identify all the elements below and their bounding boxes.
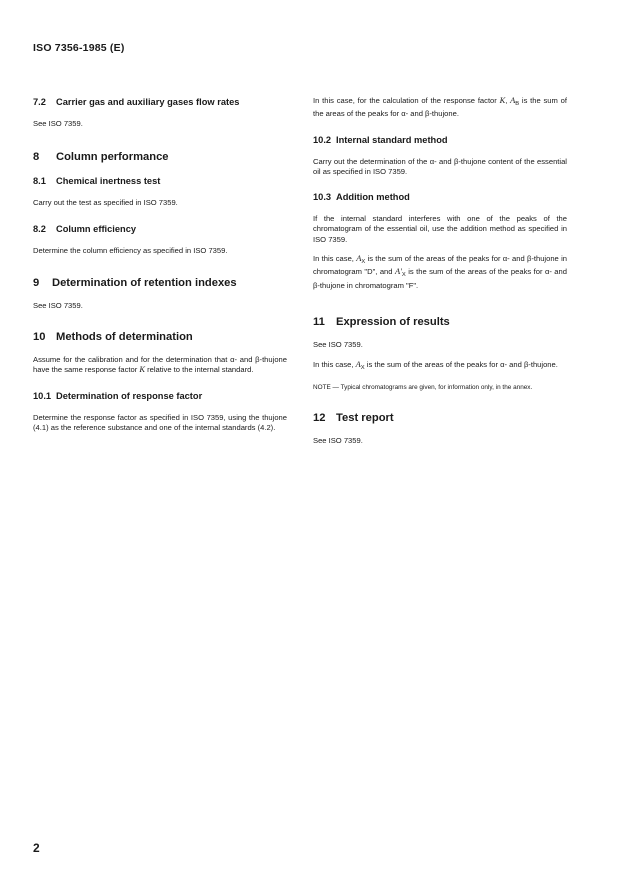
section-11-body: See ISO 7359. [313, 339, 363, 349]
section-12-body: See ISO 7359. [313, 435, 363, 445]
section-8-2-body: Determine the column efficiency as specified in ISO 7359. [33, 245, 228, 255]
section-8-1-body: Carry out the test as specified in ISO 7359. [33, 198, 178, 208]
section-11-note: NOTE — Typical chromatograms are given, for information only, in the annex. [313, 383, 533, 391]
section-10-heading: 10 Methods of determination [33, 331, 193, 344]
section-10-2-heading: 10.2 Internal standard method [313, 134, 448, 145]
section-10-2-body: Carry out the determination of the α- and β-thujone content of the essential oil as specified in ISO 7359. [313, 156, 567, 176]
page-number: 2 [33, 841, 40, 855]
right-column [313, 96, 567, 446]
section-9-body: See ISO 7359. [33, 300, 83, 310]
section-7-2-heading: 7.2 Carrier gas and auxiliary gases flow rates [33, 97, 240, 107]
section-10-1-body: Determine the response factor as specified in ISO 7359, using the thujone (4.1) as the reference substance and one of the internal standards (4.2). [33, 412, 287, 433]
section-10-3-case-body: In this case, $A_X$ is the sum of the areas of the peaks for α- and β-thujone in chromatogram "D", and $A'_X$ is the sum of the areas of the peaks for α- and β-thujone in chromatogram "F". [313, 254, 567, 290]
response-factor-continuation: In this case, for the calculation of the response factor K, $A_B$ is the sum of the areas of the peaks for α- and β-thujone. [313, 96, 567, 119]
section-10-3-body: If the internal standard interferes with one of the peaks of the chromatogram of the essential oil, use the addition method as specified in ISO 7359. [313, 214, 567, 244]
section-8-heading: 8 Column performance [33, 151, 169, 164]
section-7-2-body: See ISO 7359. [33, 119, 83, 128]
section-9-heading: 9 Determination of retention indexes [33, 276, 237, 289]
section-10-3-heading: 10.3 Addition method [313, 192, 410, 203]
section-11-case-body: In this case, $A_X$ is the sum of the areas of the peaks for α- and β-thujone. [313, 360, 558, 372]
section-10-body: Assume for the calibration and for the determination that α- and β-thujone have the same response factor K relative to the internal standard. [33, 355, 287, 375]
section-8-2-heading: 8.2 Column efficiency [33, 223, 137, 234]
section-11-heading: 11 Expression of results [313, 315, 450, 328]
document-header: ISO 7356-1985 (E) [33, 42, 125, 54]
section-10-1-heading: 10.1 Determination of response factor [33, 390, 203, 401]
section-8-1-heading: 8.1 Chemical inertness test [33, 176, 161, 187]
section-12-heading: 12 Test report [313, 411, 394, 424]
left-column [33, 96, 287, 433]
